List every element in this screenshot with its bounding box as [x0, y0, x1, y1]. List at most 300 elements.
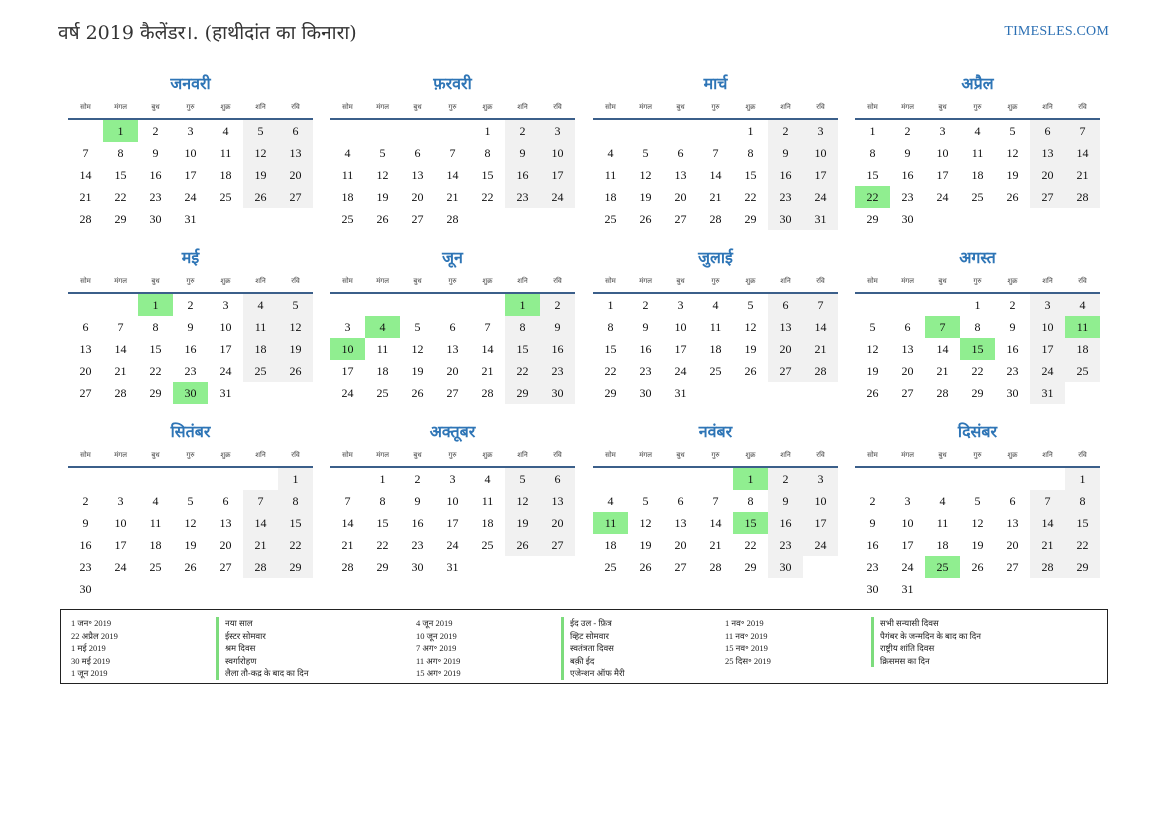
day-cell: 23 — [901, 190, 914, 204]
holiday-name: एजेन्शन ऑफ मैरी — [561, 667, 625, 680]
month-name: अगस्त — [959, 248, 996, 267]
day-cell: 16 — [866, 538, 879, 552]
holiday-name: बक़ी ईद — [561, 655, 625, 668]
weekday-header — [68, 270, 313, 294]
day-cell: 25 — [709, 364, 722, 378]
day-cell: 25 — [376, 386, 389, 400]
weekday-header — [855, 444, 1100, 468]
holiday-name: स्वर्गारोहण — [216, 655, 309, 668]
weekday-label: गुरु — [186, 450, 195, 459]
weekday-label: सोम — [867, 276, 878, 285]
holiday-name-column — [561, 617, 625, 680]
holiday-date: 22 अप्रैल 2019 — [71, 630, 118, 641]
day-cell: 11 — [709, 320, 722, 334]
day-cell: 28 — [709, 560, 722, 574]
day-cell: 22 — [505, 360, 540, 382]
day-cell: 12 — [278, 316, 313, 338]
weekday-label: बुध — [938, 276, 947, 285]
day-cell: 23 — [184, 364, 197, 378]
day-cell: 1 — [379, 472, 386, 486]
weekday-label: बुध — [413, 276, 422, 285]
day-cell: 7 — [712, 494, 719, 508]
day-cell: 14 — [1065, 142, 1100, 164]
day-cell: 19 — [184, 538, 197, 552]
holiday-day-cell: 1 — [138, 294, 173, 316]
holiday-name: क्रिसमस का दिन — [871, 655, 981, 668]
day-cell: 18 — [376, 364, 389, 378]
day-cell: 7 — [117, 320, 124, 334]
day-cell: 11 — [219, 146, 232, 160]
day-cell: 4 — [607, 494, 614, 508]
weekday-label: शनि — [517, 450, 528, 459]
day-cell: 2 — [152, 124, 159, 138]
day-cell: 3 — [117, 494, 124, 508]
day-cell: 18 — [481, 516, 494, 530]
weekday-label: मंगल — [114, 102, 127, 111]
day-cell: 18 — [971, 168, 984, 182]
month-block — [855, 246, 1100, 404]
empty-cell — [470, 294, 505, 316]
day-cell: 23 — [149, 190, 162, 204]
day-cell: 21 — [1030, 534, 1065, 556]
day-cell: 15 — [1065, 512, 1100, 534]
day-grid — [68, 120, 313, 230]
holiday-date: 25 दिस॰ 2019 — [725, 655, 771, 666]
day-cell: 28 — [79, 212, 92, 226]
holiday-day-cell: 15 — [960, 338, 995, 360]
day-cell: 24 — [540, 186, 575, 208]
weekday-header — [593, 444, 838, 468]
day-cell: 17 — [184, 168, 197, 182]
day-cell: 2 — [414, 472, 421, 486]
weekday-label: रवि — [553, 102, 562, 111]
day-cell: 15 — [114, 168, 127, 182]
day-cell: 11 — [341, 168, 354, 182]
weekday-label: शनि — [255, 102, 266, 111]
day-cell: 6 — [449, 320, 456, 334]
holiday-day-cell: 1 — [733, 468, 768, 490]
day-cell: 14 — [79, 168, 92, 182]
day-cell: 21 — [936, 364, 949, 378]
holiday-date: 1 जून 2019 — [71, 668, 108, 678]
month-name: नवंबर — [698, 422, 733, 441]
holiday-name: व्हिट सोमवार — [561, 630, 625, 643]
empty-cell — [68, 120, 103, 142]
day-cell: 22 — [604, 364, 617, 378]
empty-cell — [663, 468, 698, 490]
holiday-name: ईस्टर सोमवार — [216, 630, 309, 643]
day-cell: 13 — [768, 316, 803, 338]
day-cell: 28 — [1065, 186, 1100, 208]
day-cell: 17 — [936, 168, 949, 182]
empty-cell — [365, 294, 400, 316]
day-cell: 3 — [803, 468, 838, 490]
holiday-date: 7 अग॰ 2019 — [416, 643, 457, 653]
day-cell: 14 — [803, 316, 838, 338]
day-cell: 11 — [481, 494, 494, 508]
weekday-label: गुरु — [973, 276, 982, 285]
day-cell: 10 — [901, 516, 914, 530]
month-name: जनवरी — [170, 74, 211, 93]
month-name: मार्च — [703, 74, 728, 93]
day-cell: 29 — [376, 560, 389, 574]
day-cell: 6 — [904, 320, 911, 334]
day-cell: 6 — [222, 494, 229, 508]
day-cell: 11 — [604, 168, 617, 182]
empty-cell — [400, 294, 435, 316]
day-cell: 17 — [901, 538, 914, 552]
day-cell: 13 — [278, 142, 313, 164]
day-cell: 25 — [149, 560, 162, 574]
day-cell: 14 — [1030, 512, 1065, 534]
day-cell: 19 — [639, 190, 652, 204]
day-cell: 31 — [446, 560, 459, 574]
weekday-label: मंगल — [376, 450, 389, 459]
day-cell: 11 — [149, 516, 162, 530]
weekday-label: गुरु — [448, 450, 457, 459]
day-cell: 8 — [747, 146, 754, 160]
day-cell: 29 — [971, 386, 984, 400]
empty-cell — [330, 468, 365, 490]
day-cell: 24 — [184, 190, 197, 204]
day-cell: 25 — [604, 212, 617, 226]
day-cell: 21 — [243, 534, 278, 556]
weekday-label: शनि — [255, 276, 266, 285]
day-cell: 22 — [114, 190, 127, 204]
day-cell: 18 — [936, 538, 949, 552]
day-cell: 23 — [411, 538, 424, 552]
weekday-label: शुक्र — [1007, 450, 1018, 459]
day-cell: 28 — [341, 560, 354, 574]
day-cell: 30 — [768, 556, 803, 578]
day-cell: 22 — [481, 190, 494, 204]
day-cell: 27 — [674, 560, 687, 574]
weekday-label: मंगल — [901, 276, 914, 285]
day-cell: 31 — [219, 386, 232, 400]
empty-cell — [330, 294, 365, 316]
empty-cell — [68, 294, 103, 316]
day-cell: 8 — [747, 494, 754, 508]
day-cell: 8 — [117, 146, 124, 160]
day-cell: 24 — [219, 364, 232, 378]
day-cell: 3 — [187, 124, 194, 138]
day-cell: 24 — [114, 560, 127, 574]
day-cell: 19 — [243, 164, 278, 186]
day-cell: 1 — [278, 468, 313, 490]
holiday-name: सभी सन्यासी दिवस — [871, 617, 981, 630]
day-cell: 25 — [219, 190, 232, 204]
day-cell: 31 — [803, 208, 838, 230]
day-cell: 26 — [744, 364, 757, 378]
day-cell: 6 — [540, 468, 575, 490]
day-cell: 13 — [446, 342, 459, 356]
day-cell: 27 — [219, 560, 232, 574]
day-cell: 2 — [869, 494, 876, 508]
day-cell: 14 — [446, 168, 459, 182]
weekday-label: मंगल — [376, 276, 389, 285]
day-cell: 4 — [974, 124, 981, 138]
day-cell: 9 — [187, 320, 194, 334]
empty-cell — [628, 468, 663, 490]
day-cell: 4 — [243, 294, 278, 316]
holiday-day-cell: 25 — [925, 556, 960, 578]
day-cell: 5 — [379, 146, 386, 160]
page-title: वर्ष 2019 कैलेंडर।. (हाथीदांत का किनारा) — [58, 22, 357, 44]
day-cell: 22 — [971, 364, 984, 378]
day-cell: 17 — [341, 364, 354, 378]
day-cell: 19 — [744, 342, 757, 356]
weekday-label: मंगल — [639, 102, 652, 111]
day-cell: 13 — [540, 490, 575, 512]
month-name: जुलाई — [698, 248, 733, 267]
day-cell: 5 — [1009, 124, 1016, 138]
day-cell: 27 — [768, 360, 803, 382]
weekday-label: मंगल — [376, 102, 389, 111]
holiday-list — [60, 609, 1108, 684]
weekday-label: शनि — [517, 102, 528, 111]
day-cell: 8 — [484, 146, 491, 160]
day-cell: 3 — [449, 472, 456, 486]
day-cell: 16 — [768, 512, 803, 534]
weekday-label: शुक्र — [1007, 102, 1018, 111]
day-cell: 17 — [803, 512, 838, 534]
day-cell: 9 — [869, 516, 876, 530]
weekday-label: शुक्र — [745, 450, 756, 459]
day-cell: 20 — [674, 538, 687, 552]
empty-cell — [593, 468, 628, 490]
weekday-label: गुरु — [711, 450, 720, 459]
day-cell: 16 — [768, 164, 803, 186]
weekday-label: मंगल — [901, 102, 914, 111]
empty-cell — [855, 468, 890, 490]
day-cell: 27 — [540, 534, 575, 556]
day-cell: 23 — [768, 534, 803, 556]
weekday-label: सोम — [80, 102, 91, 111]
day-cell: 17 — [674, 342, 687, 356]
day-cell: 2 — [768, 468, 803, 490]
month-block — [855, 420, 1100, 600]
holiday-date-column — [416, 617, 461, 680]
holiday-date: 1 जन॰ 2019 — [71, 618, 112, 628]
month-name: अप्रैल — [961, 74, 994, 93]
day-cell: 5 — [974, 494, 981, 508]
day-cell: 12 — [866, 342, 879, 356]
weekday-label: गुरु — [448, 276, 457, 285]
day-cell: 6 — [677, 494, 684, 508]
month-block — [68, 246, 313, 404]
day-cell: 24 — [936, 190, 949, 204]
day-cell: 23 — [1006, 364, 1019, 378]
day-cell: 21 — [481, 364, 494, 378]
weekday-label: बुध — [938, 102, 947, 111]
day-cell: 10 — [540, 142, 575, 164]
day-cell: 29 — [744, 560, 757, 574]
day-cell: 23 — [79, 560, 92, 574]
day-cell: 10 — [219, 320, 232, 334]
weekday-label: शनि — [1042, 450, 1053, 459]
weekday-label: शनि — [780, 450, 791, 459]
day-cell: 28 — [709, 212, 722, 226]
month-block — [593, 72, 838, 230]
day-cell: 20 — [901, 364, 914, 378]
day-cell: 19 — [505, 512, 540, 534]
day-cell: 2 — [1009, 298, 1016, 312]
day-cell: 27 — [1006, 560, 1019, 574]
day-cell: 20 — [674, 190, 687, 204]
month-name: अक्तूबर — [429, 422, 476, 441]
day-cell: 13 — [411, 168, 424, 182]
holiday-date: 11 नव॰ 2019 — [725, 630, 768, 641]
weekday-label: शुक्र — [220, 276, 231, 285]
day-cell: 18 — [1065, 338, 1100, 360]
holiday-name: स्वतंत्रता दिवस — [561, 642, 625, 655]
day-cell: 7 — [712, 146, 719, 160]
empty-cell — [400, 120, 435, 142]
day-cell: 5 — [642, 146, 649, 160]
day-cell: 2 — [82, 494, 89, 508]
day-cell: 25 — [1065, 360, 1100, 382]
day-cell: 3 — [904, 494, 911, 508]
day-grid — [330, 294, 575, 404]
day-cell: 8 — [869, 146, 876, 160]
holiday-day-cell: 7 — [925, 316, 960, 338]
empty-cell — [103, 294, 138, 316]
weekday-label: बुध — [676, 102, 685, 111]
day-cell: 30 — [866, 582, 879, 596]
weekday-header — [68, 444, 313, 468]
weekday-label: शनि — [255, 450, 266, 459]
weekday-label: रवि — [1078, 450, 1087, 459]
weekday-label: शुक्र — [482, 276, 493, 285]
day-cell: 31 — [184, 212, 197, 226]
day-cell: 17 — [1030, 338, 1065, 360]
day-cell: 20 — [1006, 538, 1019, 552]
weekday-label: शुक्र — [220, 450, 231, 459]
holiday-date: 11 अग॰ 2019 — [416, 655, 461, 666]
day-cell: 9 — [904, 146, 911, 160]
day-cell: 30 — [901, 212, 914, 226]
weekday-label: रवि — [1078, 102, 1087, 111]
holiday-date: 4 जून 2019 — [416, 618, 453, 628]
weekday-label: शुक्र — [1007, 276, 1018, 285]
holiday-name: नया साल — [216, 617, 309, 630]
day-cell: 13 — [1030, 142, 1065, 164]
day-cell: 4 — [152, 494, 159, 508]
day-cell: 6 — [677, 146, 684, 160]
day-cell: 16 — [639, 342, 652, 356]
day-cell: 19 — [376, 190, 389, 204]
day-cell: 15 — [481, 168, 494, 182]
day-cell: 14 — [709, 516, 722, 530]
day-cell: 8 — [1065, 490, 1100, 512]
day-grid — [330, 120, 575, 230]
weekday-label: रवि — [816, 102, 825, 111]
day-cell: 25 — [243, 360, 278, 382]
day-cell: 9 — [540, 316, 575, 338]
weekday-label: सोम — [605, 102, 616, 111]
weekday-label: मंगल — [901, 450, 914, 459]
weekday-label: मंगल — [114, 276, 127, 285]
empty-cell — [890, 294, 925, 316]
day-cell: 17 — [114, 538, 127, 552]
day-cell: 16 — [901, 168, 914, 182]
day-cell: 15 — [604, 342, 617, 356]
day-cell: 20 — [79, 364, 92, 378]
day-cell: 1 — [869, 124, 876, 138]
day-cell: 6 — [278, 120, 313, 142]
day-cell: 1 — [484, 124, 491, 138]
day-cell: 7 — [803, 294, 838, 316]
day-cell: 15 — [376, 516, 389, 530]
holiday-name-column — [871, 617, 981, 667]
day-cell: 14 — [243, 512, 278, 534]
weekday-header — [68, 96, 313, 120]
empty-cell — [890, 468, 925, 490]
day-cell: 11 — [971, 146, 984, 160]
empty-cell — [68, 468, 103, 490]
day-cell: 5 — [642, 494, 649, 508]
month-name: फ़रवरी — [433, 74, 472, 93]
day-cell: 5 — [505, 468, 540, 490]
day-cell: 26 — [376, 212, 389, 226]
weekday-label: गुरु — [711, 276, 720, 285]
empty-cell — [365, 120, 400, 142]
day-cell: 23 — [505, 186, 540, 208]
day-cell: 14 — [481, 342, 494, 356]
weekday-label: शुक्र — [220, 102, 231, 111]
day-cell: 12 — [744, 320, 757, 334]
day-cell: 20 — [768, 338, 803, 360]
holiday-date: 15 नव॰ 2019 — [725, 643, 768, 653]
weekday-label: बुध — [938, 450, 947, 459]
day-cell: 22 — [1065, 534, 1100, 556]
day-cell: 22 — [149, 364, 162, 378]
day-cell: 21 — [709, 538, 722, 552]
day-cell: 12 — [376, 168, 389, 182]
day-cell: 6 — [82, 320, 89, 334]
day-cell: 28 — [243, 556, 278, 578]
day-cell: 9 — [152, 146, 159, 160]
weekday-header — [593, 270, 838, 294]
day-cell: 26 — [639, 560, 652, 574]
day-cell: 3 — [222, 298, 229, 312]
day-cell: 12 — [639, 168, 652, 182]
weekday-label: बुध — [676, 276, 685, 285]
day-cell: 21 — [709, 190, 722, 204]
day-cell: 1 — [974, 298, 981, 312]
day-cell: 6 — [1030, 120, 1065, 142]
weekday-label: सोम — [342, 102, 353, 111]
weekday-label: रवि — [291, 450, 300, 459]
holiday-date: 1 नव॰ 2019 — [725, 618, 764, 628]
day-cell: 28 — [1030, 556, 1065, 578]
day-cell: 13 — [901, 342, 914, 356]
month-block — [330, 72, 575, 230]
day-cell: 18 — [604, 190, 617, 204]
month-block — [855, 72, 1100, 230]
day-cell: 4 — [939, 494, 946, 508]
holiday-date: 10 जून 2019 — [416, 630, 457, 641]
day-cell: 27 — [901, 386, 914, 400]
site-link[interactable]: TIMESLES.COM — [1004, 24, 1109, 39]
day-cell: 12 — [971, 516, 984, 530]
holiday-date-column — [71, 617, 118, 680]
day-cell: 14 — [114, 342, 127, 356]
day-cell: 18 — [709, 342, 722, 356]
day-cell: 29 — [604, 386, 617, 400]
day-cell: 31 — [901, 582, 914, 596]
day-cell: 15 — [866, 168, 879, 182]
